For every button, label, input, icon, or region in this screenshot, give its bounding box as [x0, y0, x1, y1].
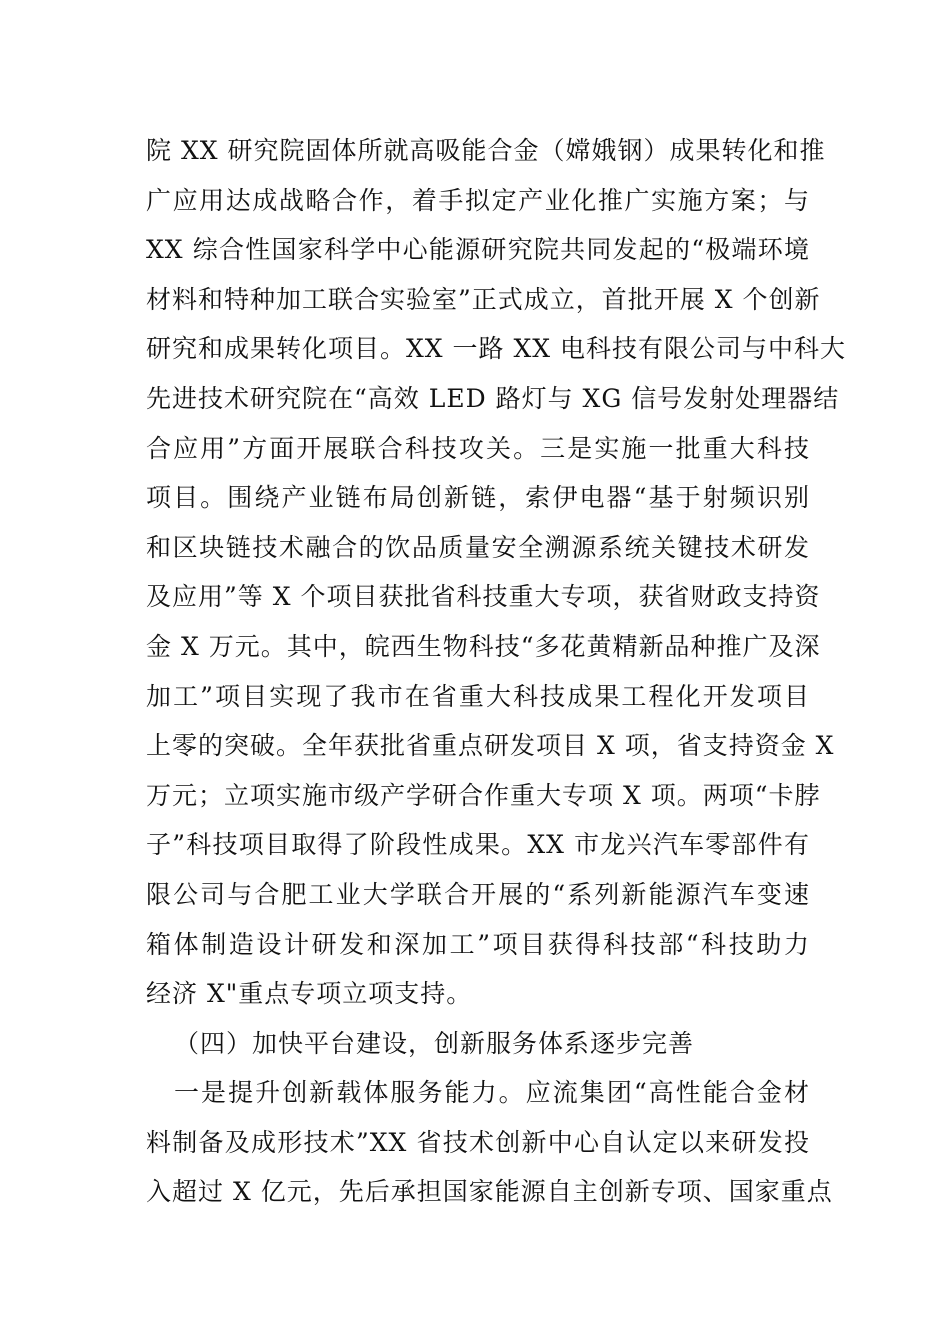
text-line: 万元；立项实施市级产学研合作重大专项 X 项。两项“卡脖	[146, 780, 821, 810]
paragraph	[146, 1068, 833, 1217]
text-line: 研究和成果转化项目。XX 一路 XX 电科技有限公司与中科大	[146, 334, 847, 364]
text-line: 项目。围绕产业链布局创新链，索伊电器“基于射频识别	[146, 483, 810, 513]
text-line: 箱体制造设计研发和深加工”项目获得科技部“科技助力	[146, 929, 810, 959]
document-body	[146, 126, 847, 1217]
text-line: 入超过 X 亿元，先后承担国家能源自主创新专项、国家重点	[146, 1177, 833, 1207]
text-line: 和区块链技术融合的饮品质量安全溯源系统关键技术研发	[146, 532, 810, 562]
text-line: 上零的突破。全年获批省重点研发项目 X 项，省支持资金 X	[146, 731, 835, 761]
text-line: 材料和特种加工联合实验室”正式成立，首批开展 X 个创新	[146, 284, 821, 314]
text-line: 及应用”等 X 个项目获批省科技重大专项，获省财政支持资	[146, 582, 821, 612]
text-line: 料制备及成形技术”XX 省技术创新中心自认定以来研发投	[146, 1127, 810, 1157]
section-heading: （四）加快平台建设，创新服务体系逐步完善	[174, 1028, 695, 1058]
text-line: 金 X 万元。其中，皖西生物科技“多花黄精新品种推广及深	[146, 631, 821, 661]
text-line: 先进技术研究院在“高效 LED 路灯与 XG 信号发射处理器结	[146, 383, 840, 413]
text-line: 子”科技项目取得了阶段性成果。XX 市龙兴汽车零部件有	[146, 830, 810, 860]
text-line: 加工”项目实现了我市在省重大科技成果工程化开发项目	[146, 681, 810, 711]
text-line: 一是提升创新载体服务能力。应流集团“高性能合金材	[174, 1078, 810, 1108]
text-line: XX 综合性国家科学中心能源研究院共同发起的“极端环境	[146, 235, 810, 265]
text-line: 院 XX 研究院固体所就高吸能合金（嫦娥钢）成果转化和推	[146, 136, 826, 165]
text-line: 限公司与合肥工业大学联合开展的“系列新能源汽车变速	[146, 879, 810, 909]
paragraph	[146, 126, 847, 1019]
text-line: 广应用达成战略合作，着手拟定产业化推广实施方案；与	[146, 185, 810, 215]
text-line: 经济 X"重点专项立项支持。	[146, 979, 473, 1009]
text-line: 合应用”方面开展联合科技攻关。三是实施一批重大科技	[146, 433, 810, 463]
